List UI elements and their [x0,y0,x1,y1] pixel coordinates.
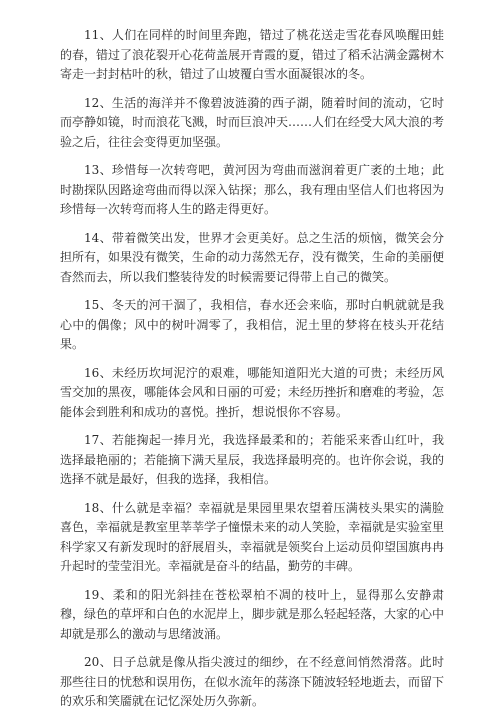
paragraph-11: 11、人们在同样的时间里奔跑，错过了桃花送走雪花春风唤醒田蛙的春，错过了浪花裂开心花荷盖展开青霞的夏，错过了稻禾沾满金露树木寄走一封封枯叶的秋，错过了山坡覆白雪水面凝银冰的冬。 [60,28,445,81]
paragraph-19: 19、柔和的阳光斜挂在苍松翠柏不凋的枝叶上，显得那么安静肃穆，绿色的草坪和白色的水泥岸上，脚步就是那么轻起轻落，大家的心中却就是那么的激动与思绪波涌。 [60,587,445,641]
paragraph-12: 12、生活的海洋并不像碧波涟漪的西子湖，随着时间的流动，它时而亭静如镜，时而浪花飞溅，时而巨浪冲天……人们在经受大风大浪的考验之后，往往会变得更加坚强。 [60,95,445,149]
document-body [60,26,444,721]
paragraph-18: 18、什么就是幸福？幸福就是果园里果农望着压满枝头果实的满脸喜色，幸福就是教室里莘莘学子憧憬未来的动人笑脸，幸福就是实验室里科学家又有新发现时的舒展眉头，幸福就是领奖台上运动员仰望国旗冉冉升起时的莹莹泪光。幸福就是奋斗的结晶，勤劳的丰碑。 [60,500,445,573]
paragraph-17: 17、若能掬起一捧月光，我选择最柔和的；若能采来香山红叶，我选择最艳丽的；若能摘下满天星辰，我选择最明亮的。也许你会说，我的选择不就是最好，但我的选择，我相信。 [60,433,445,486]
paragraph-14: 14、带着微笑出发，世界才会更美好。总之生活的烦恼，微笑会分担所有，如果没有微笑，生命的动力荡然无存，没有微笑，生命的美丽便杳然而去，所以我们整装待发的时候需要记得带上自己的微笑。 [60,230,445,284]
paragraph-13: 13、珍惜每一次转弯吧，黄河因为弯曲而滋润着更广袤的土地；此时勘探队因路途弯曲而得以深入钻探；那么，我有理由坚信人们也将因为珍惜每一次转弯而将人生的路走得更好。 [60,163,445,216]
paragraph-20: 20、日子总就是像从指尖渡过的细纱，在不经意间悄然滑落。此时那些往日的忧愁和误用伤，在似水流年的荡涤下随波轻轻地逝去，而留下的欢乐和笑靥就在记忆深处历久弥新。 [60,655,445,708]
paragraph-16: 16、未经历坎坷泥泞的艰难，哪能知道阳光大道的可贵；未经历风雪交加的黑夜，哪能体会风和日丽的可爱；未经历挫折和磨难的考验，怎能体会到胜利和成功的喜悦。挫折，想说恨你不容易。 [60,365,445,419]
paragraph-15: 15、冬天的河干涸了，我相信，春水还会来临，那时白帆就就是我心中的偶像；风中的树叶凋零了，我相信，泥土里的梦将在枝头开花结果。 [60,298,444,351]
